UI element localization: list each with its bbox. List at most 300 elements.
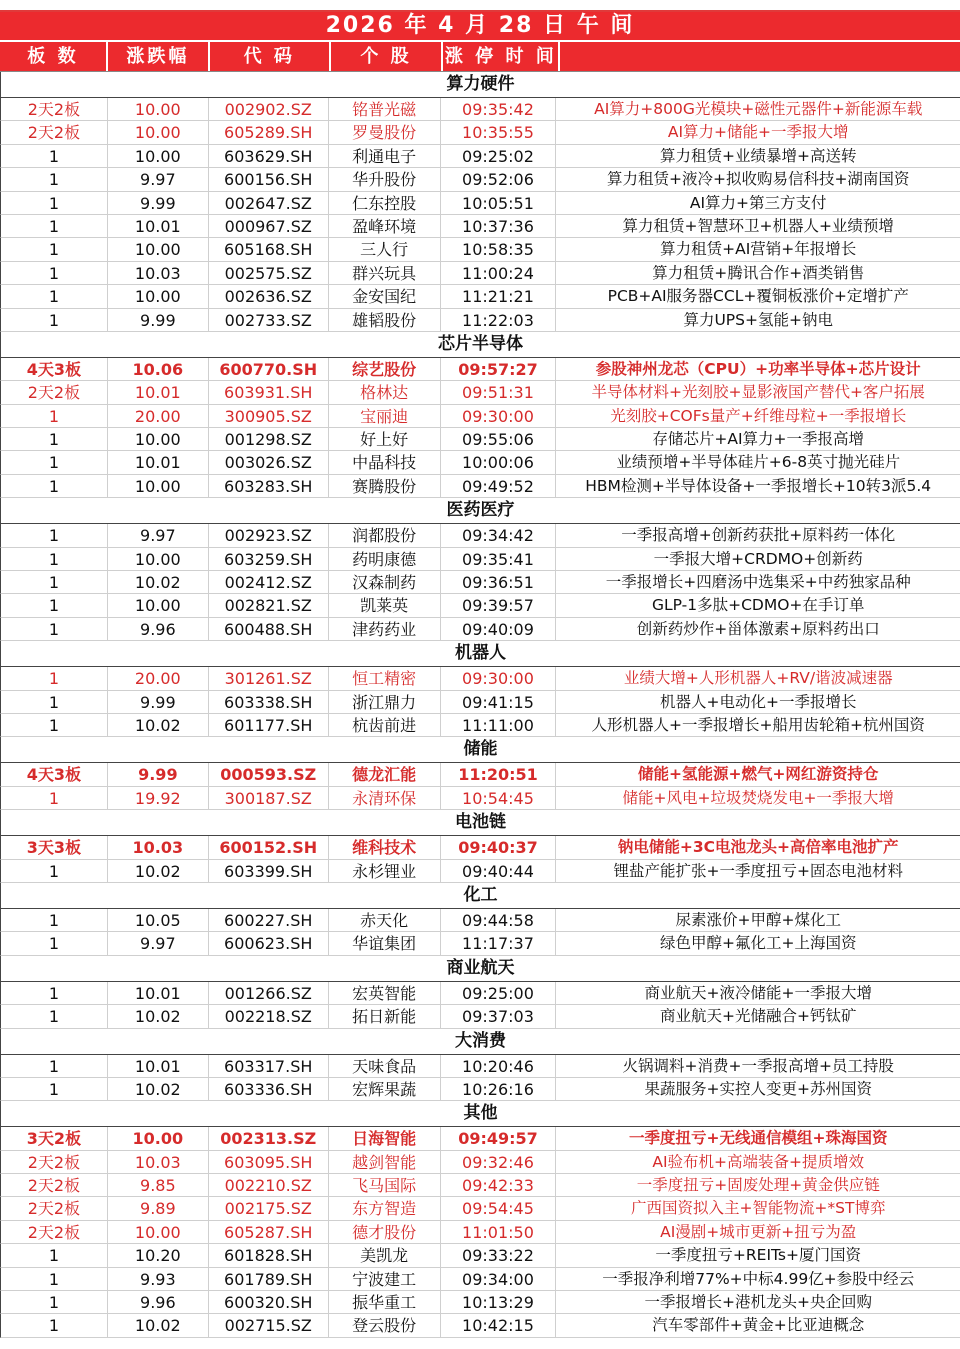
cell-boards: 4天3板 bbox=[1, 763, 108, 785]
cell-boards: 2天2板 bbox=[1, 1221, 108, 1243]
section-header: 芯片半导体 bbox=[0, 332, 960, 358]
cell-boards: 2天2板 bbox=[1, 1151, 108, 1173]
cell-stock-name: 德龙汇能 bbox=[329, 763, 441, 785]
cell-boards: 1 bbox=[1, 1244, 108, 1266]
cell-change-pct: 10.00 bbox=[108, 285, 209, 307]
table-row bbox=[0, 168, 960, 191]
cell-stock-name: 凯莱英 bbox=[329, 594, 441, 616]
cell-code: 002733.SZ bbox=[209, 309, 329, 331]
cell-boards: 1 bbox=[1, 451, 108, 473]
cell-stock-name: 药明康德 bbox=[329, 548, 441, 570]
cell-limit-time: 09:55:06 bbox=[441, 428, 557, 450]
cell-reason: AI算力+800G光模块+磁性元器件+新能源车载 bbox=[594, 100, 923, 118]
table-row bbox=[0, 1078, 960, 1101]
cell-code: 001298.SZ bbox=[209, 428, 329, 450]
section-header: 其他 bbox=[0, 1101, 960, 1127]
cell-limit-time: 09:49:52 bbox=[441, 475, 557, 497]
table-row bbox=[0, 238, 960, 261]
table-row bbox=[0, 381, 960, 404]
cell-limit-time: 09:34:00 bbox=[441, 1268, 557, 1290]
cell-code: 603336.SH bbox=[209, 1078, 329, 1100]
cell-stock-name: 金安国纪 bbox=[329, 285, 441, 307]
cell-stock-name: 天味食品 bbox=[329, 1055, 441, 1077]
cell-reason: 一季度扭亏+REITs+厦门国资 bbox=[655, 1246, 861, 1265]
cell-limit-time: 09:34:42 bbox=[441, 524, 557, 546]
cell-change-pct: 9.99 bbox=[108, 192, 209, 214]
section-header: 电池链 bbox=[0, 810, 960, 836]
cell-code: 603931.SH bbox=[209, 381, 329, 403]
cell-code: 605168.SH bbox=[209, 238, 329, 260]
cell-reason: PCB+AI服务器CCL+覆铜板涨价+定增扩产 bbox=[607, 287, 909, 306]
table-row bbox=[0, 215, 960, 238]
cell-boards: 1 bbox=[1, 524, 108, 546]
cell-limit-time: 09:37:03 bbox=[441, 1005, 557, 1027]
cell-limit-time: 11:00:24 bbox=[441, 262, 557, 284]
cell-boards: 1 bbox=[1, 1078, 108, 1100]
cell-limit-time: 09:54:45 bbox=[441, 1197, 557, 1219]
cell-boards: 1 bbox=[1, 618, 108, 640]
cell-change-pct: 20.00 bbox=[108, 667, 209, 689]
cell-reason: 一季报高增+创新药获批+原料药一体化 bbox=[621, 526, 896, 545]
cell-boards: 1 bbox=[1, 594, 108, 616]
cell-change-pct: 10.03 bbox=[108, 1151, 209, 1173]
cell-reason: 商业航天+液冷储能+一季报大增 bbox=[644, 983, 872, 1002]
table-row bbox=[0, 1197, 960, 1220]
cell-code: 300905.SZ bbox=[209, 405, 329, 427]
cell-limit-time: 09:25:00 bbox=[441, 982, 557, 1004]
cell-reason: 机器人+电动化+一季报增长 bbox=[659, 692, 857, 711]
cell-limit-time: 09:49:57 bbox=[441, 1127, 557, 1149]
cell-boards: 3天2板 bbox=[1, 1127, 108, 1149]
col-header-boards: 板 数 bbox=[0, 42, 108, 71]
cell-change-pct: 10.00 bbox=[108, 475, 209, 497]
cell-change-pct: 9.99 bbox=[108, 309, 209, 331]
table-row bbox=[0, 1127, 960, 1150]
cell-boards: 2天2板 bbox=[1, 1174, 108, 1196]
cell-boards: 2天2板 bbox=[1, 121, 108, 143]
cell-stock-name: 日海智能 bbox=[329, 1127, 441, 1149]
cell-change-pct: 10.06 bbox=[108, 358, 209, 380]
cell-limit-time: 09:35:42 bbox=[441, 98, 557, 120]
cell-limit-time: 10:13:29 bbox=[441, 1291, 557, 1313]
cell-change-pct: 20.00 bbox=[108, 405, 209, 427]
table-row bbox=[0, 121, 960, 144]
cell-limit-time: 10:20:46 bbox=[441, 1055, 557, 1077]
section-header: 医药医疗 bbox=[0, 498, 960, 524]
cell-change-pct: 10.00 bbox=[108, 428, 209, 450]
cell-code: 003026.SZ bbox=[209, 451, 329, 473]
cell-stock-name: 群兴玩具 bbox=[329, 262, 441, 284]
cell-stock-name: 三人行 bbox=[329, 238, 441, 260]
table-row bbox=[0, 451, 960, 474]
cell-reason: 一季报增长+港机龙头+央企回购 bbox=[644, 1293, 872, 1312]
cell-code: 600488.SH bbox=[209, 618, 329, 640]
cell-boards: 2天2板 bbox=[1, 381, 108, 403]
cell-change-pct: 9.97 bbox=[108, 932, 209, 954]
cell-boards: 1 bbox=[1, 405, 108, 427]
cell-stock-name: 润都股份 bbox=[329, 524, 441, 546]
cell-limit-time: 10:37:36 bbox=[441, 215, 557, 237]
cell-reason: 储能+氢能源+燃气+网红游资持仓 bbox=[637, 765, 879, 784]
cell-change-pct: 10.00 bbox=[108, 1221, 209, 1243]
cell-code: 603338.SH bbox=[209, 691, 329, 713]
table-row bbox=[0, 787, 960, 810]
cell-boards: 1 bbox=[1, 548, 108, 570]
cell-stock-name: 恒工精密 bbox=[329, 667, 441, 689]
table-row bbox=[0, 1005, 960, 1028]
cell-stock-name: 宁波建工 bbox=[329, 1268, 441, 1290]
cell-stock-name: 好上好 bbox=[329, 428, 441, 450]
cell-code: 002636.SZ bbox=[209, 285, 329, 307]
table-row bbox=[0, 1244, 960, 1267]
cell-change-pct: 10.02 bbox=[108, 1078, 209, 1100]
cell-reason: 算力租赁+腾讯合作+酒类销售 bbox=[652, 263, 865, 282]
table-row bbox=[0, 548, 960, 571]
cell-change-pct: 19.92 bbox=[108, 787, 209, 809]
cell-change-pct: 10.00 bbox=[108, 548, 209, 570]
cell-code: 600770.SH bbox=[209, 358, 329, 380]
cell-limit-time: 09:42:33 bbox=[441, 1174, 557, 1196]
cell-stock-name: 拓日新能 bbox=[329, 1005, 441, 1027]
cell-code: 002647.SZ bbox=[209, 192, 329, 214]
cell-change-pct: 10.01 bbox=[108, 215, 209, 237]
cell-code: 001266.SZ bbox=[209, 982, 329, 1004]
cell-limit-time: 10:42:15 bbox=[441, 1314, 557, 1336]
cell-boards: 1 bbox=[1, 475, 108, 497]
cell-reason: HBM检测+半导体设备+一季报增长+10转3派5.4 bbox=[585, 476, 932, 495]
cell-code: 600152.SH bbox=[209, 836, 329, 858]
cell-change-pct: 10.03 bbox=[108, 262, 209, 284]
cell-limit-time: 10:05:51 bbox=[441, 192, 557, 214]
cell-change-pct: 10.03 bbox=[108, 836, 209, 858]
cell-change-pct: 10.02 bbox=[108, 714, 209, 736]
cell-stock-name: 赛腾股份 bbox=[329, 475, 441, 497]
cell-change-pct: 10.20 bbox=[108, 1244, 209, 1266]
table-row bbox=[0, 309, 960, 332]
cell-limit-time: 11:20:51 bbox=[441, 763, 557, 785]
cell-stock-name: 东方智造 bbox=[329, 1197, 441, 1219]
cell-change-pct: 10.00 bbox=[108, 145, 209, 167]
cell-stock-name: 铭普光磁 bbox=[329, 98, 441, 120]
cell-boards: 1 bbox=[1, 1055, 108, 1077]
table-row bbox=[0, 1055, 960, 1078]
cell-reason: 算力租赁+液冷+拟收购易信科技+湖南国资 bbox=[606, 170, 910, 189]
cell-stock-name: 津药药业 bbox=[329, 618, 441, 640]
cell-change-pct: 10.02 bbox=[108, 571, 209, 593]
table-row bbox=[0, 98, 960, 121]
cell-change-pct: 9.89 bbox=[108, 1197, 209, 1219]
cell-limit-time: 09:33:22 bbox=[441, 1244, 557, 1266]
cell-boards: 1 bbox=[1, 262, 108, 284]
cell-limit-time: 11:22:03 bbox=[441, 309, 557, 331]
cell-stock-name: 美凯龙 bbox=[329, 1244, 441, 1266]
table-row bbox=[0, 763, 960, 786]
cell-limit-time: 11:11:00 bbox=[441, 714, 557, 736]
cell-stock-name: 宝丽迪 bbox=[329, 405, 441, 427]
cell-reason: 一季报净利增77%+中标4.99亿+参股中经云 bbox=[602, 1269, 915, 1288]
table-row bbox=[0, 358, 960, 381]
cell-change-pct: 10.00 bbox=[108, 238, 209, 260]
cell-reason: AI算力+第三方支付 bbox=[689, 193, 827, 212]
cell-code: 600623.SH bbox=[209, 932, 329, 954]
cell-stock-name: 永杉锂业 bbox=[329, 860, 441, 882]
cell-reason: 一季度扭亏+固废处理+黄金供应链 bbox=[636, 1176, 880, 1195]
cell-code: 605289.SH bbox=[209, 121, 329, 143]
cell-limit-time: 09:30:00 bbox=[441, 405, 557, 427]
cell-reason: 汽车零部件+黄金+比亚迪概念 bbox=[652, 1316, 865, 1335]
cell-stock-name: 杭齿前进 bbox=[329, 714, 441, 736]
cell-code: 002575.SZ bbox=[209, 262, 329, 284]
cell-limit-time: 09:44:58 bbox=[441, 909, 557, 931]
table-row bbox=[0, 982, 960, 1005]
cell-limit-time: 09:39:57 bbox=[441, 594, 557, 616]
cell-boards: 1 bbox=[1, 168, 108, 190]
cell-reason: 广西国资拟入主+智能物流+*ST博弈 bbox=[630, 1199, 886, 1218]
cell-stock-name: 振华重工 bbox=[329, 1291, 441, 1313]
cell-boards: 2天2板 bbox=[1, 1197, 108, 1219]
cell-limit-time: 09:40:37 bbox=[441, 836, 557, 858]
cell-boards: 1 bbox=[1, 1314, 108, 1336]
cell-limit-time: 10:26:16 bbox=[441, 1078, 557, 1100]
table-row bbox=[0, 909, 960, 932]
cell-stock-name: 格林达 bbox=[329, 381, 441, 403]
cell-code: 002175.SZ bbox=[209, 1197, 329, 1219]
cell-code: 603317.SH bbox=[209, 1055, 329, 1077]
cell-limit-time: 10:58:35 bbox=[441, 238, 557, 260]
cell-code: 002821.SZ bbox=[209, 594, 329, 616]
cell-code: 000593.SZ bbox=[209, 763, 329, 785]
cell-boards: 1 bbox=[1, 192, 108, 214]
cell-boards: 1 bbox=[1, 860, 108, 882]
cell-change-pct: 10.00 bbox=[108, 1127, 209, 1149]
cell-change-pct: 9.96 bbox=[108, 618, 209, 640]
cell-stock-name: 赤天化 bbox=[329, 909, 441, 931]
cell-change-pct: 10.00 bbox=[108, 98, 209, 120]
cell-code: 603399.SH bbox=[209, 860, 329, 882]
cell-reason: 果蔬服务+实控人变更+苏州国资 bbox=[644, 1079, 872, 1098]
section-header: 化工 bbox=[0, 883, 960, 909]
table-row bbox=[0, 836, 960, 859]
cell-change-pct: 10.02 bbox=[108, 1005, 209, 1027]
cell-reason: 光刻胶+COFs量产+纤维母粒+一季报增长 bbox=[610, 406, 907, 425]
table-row bbox=[0, 667, 960, 690]
table-row bbox=[0, 714, 960, 737]
cell-stock-name: 德才股份 bbox=[329, 1221, 441, 1243]
cell-change-pct: 9.99 bbox=[108, 763, 209, 785]
cell-stock-name: 宏辉果蔬 bbox=[329, 1078, 441, 1100]
cell-stock-name: 华谊集团 bbox=[329, 932, 441, 954]
cell-change-pct: 10.00 bbox=[108, 594, 209, 616]
cell-boards: 1 bbox=[1, 667, 108, 689]
cell-code: 002902.SZ bbox=[209, 98, 329, 120]
cell-code: 603095.SH bbox=[209, 1151, 329, 1173]
table-row bbox=[0, 1174, 960, 1197]
cell-code: 600156.SH bbox=[209, 168, 329, 190]
cell-reason: 存储芯片+AI算力+一季报高增 bbox=[652, 430, 865, 449]
section-header: 储能 bbox=[0, 737, 960, 763]
cell-boards: 1 bbox=[1, 1291, 108, 1313]
cell-reason: 半导体材料+光刻胶+显影液国产替代+客户拓展 bbox=[591, 383, 925, 402]
table-row bbox=[0, 691, 960, 714]
cell-code: 002412.SZ bbox=[209, 571, 329, 593]
page-title: 2026 年 4 月 28 日 午 间 bbox=[0, 12, 960, 42]
cell-stock-name: 罗曼股份 bbox=[329, 121, 441, 143]
table-row bbox=[0, 860, 960, 883]
cell-limit-time: 09:30:00 bbox=[441, 667, 557, 689]
cell-stock-name: 登云股份 bbox=[329, 1314, 441, 1336]
cell-stock-name: 越剑智能 bbox=[329, 1151, 441, 1173]
cell-boards: 1 bbox=[1, 215, 108, 237]
cell-code: 603629.SH bbox=[209, 145, 329, 167]
cell-boards: 1 bbox=[1, 909, 108, 931]
cell-stock-name: 汉森制药 bbox=[329, 571, 441, 593]
cell-limit-time: 09:40:09 bbox=[441, 618, 557, 640]
cell-boards: 1 bbox=[1, 571, 108, 593]
cell-change-pct: 10.05 bbox=[108, 909, 209, 931]
cell-change-pct: 9.97 bbox=[108, 168, 209, 190]
cell-boards: 3天3板 bbox=[1, 836, 108, 858]
cell-reason: 人形机器人+一季报增长+船用齿轮箱+杭州国资 bbox=[591, 715, 925, 734]
cell-boards: 1 bbox=[1, 691, 108, 713]
cell-reason: 业绩预增+半导体硅片+6-8英寸抛光硅片 bbox=[616, 453, 901, 472]
cell-limit-time: 09:57:27 bbox=[441, 358, 557, 380]
cell-boards: 1 bbox=[1, 1005, 108, 1027]
col-header-stock: 个 股 bbox=[331, 42, 444, 71]
cell-reason: 锂盐产能扩张+一季度扭亏+固态电池材料 bbox=[613, 861, 903, 880]
cell-code: 603283.SH bbox=[209, 475, 329, 497]
cell-limit-time: 09:40:44 bbox=[441, 860, 557, 882]
cell-code: 300187.SZ bbox=[209, 787, 329, 809]
cell-limit-time: 09:32:46 bbox=[441, 1151, 557, 1173]
cell-code: 601789.SH bbox=[209, 1268, 329, 1290]
table-row bbox=[0, 1314, 960, 1337]
table-row bbox=[0, 192, 960, 215]
cell-limit-time: 11:01:50 bbox=[441, 1221, 557, 1243]
cell-reason: 一季度扭亏+无线通信模组+珠海国资 bbox=[628, 1129, 888, 1148]
cell-stock-name: 维科技术 bbox=[329, 836, 441, 858]
cell-limit-time: 10:35:55 bbox=[441, 121, 557, 143]
cell-limit-time: 10:54:45 bbox=[441, 787, 557, 809]
cell-code: 603259.SH bbox=[209, 548, 329, 570]
cell-code: 601828.SH bbox=[209, 1244, 329, 1266]
cell-code: 002210.SZ bbox=[209, 1174, 329, 1196]
cell-reason: AI漫剧+城市更新+扭亏为盈 bbox=[660, 1222, 857, 1241]
col-header-limit-time: 涨 停 时 间 bbox=[443, 42, 560, 71]
cell-reason: 绿色甲醇+氟化工+上海国资 bbox=[659, 934, 857, 953]
cell-stock-name: 飞马国际 bbox=[329, 1174, 441, 1196]
cell-reason: 业绩大增+人形机器人+RV/谐波减速器 bbox=[623, 669, 893, 688]
cell-boards: 1 bbox=[1, 714, 108, 736]
cell-change-pct: 9.99 bbox=[108, 691, 209, 713]
cell-reason: 钠电储能+3C电池龙头+高倍率电池扩产 bbox=[617, 838, 899, 857]
table-row bbox=[0, 618, 960, 641]
cell-limit-time: 11:21:21 bbox=[441, 285, 557, 307]
cell-reason: 火锅调料+消费+一季报高增+员工持股 bbox=[622, 1056, 894, 1075]
cell-boards: 1 bbox=[1, 145, 108, 167]
cell-boards: 1 bbox=[1, 309, 108, 331]
cell-code: 002923.SZ bbox=[209, 524, 329, 546]
cell-boards: 1 bbox=[1, 787, 108, 809]
cell-stock-name: 宏英智能 bbox=[329, 982, 441, 1004]
table-row bbox=[0, 932, 960, 955]
cell-reason: 算力租赁+智慧环卫+机器人+业绩预增 bbox=[622, 216, 894, 235]
col-header-change: 涨跌幅(%) bbox=[108, 42, 210, 71]
table-row bbox=[0, 145, 960, 168]
cell-stock-name: 永清环保 bbox=[329, 787, 441, 809]
cell-boards: 4天3板 bbox=[1, 358, 108, 380]
cell-change-pct: 9.93 bbox=[108, 1268, 209, 1290]
cell-change-pct: 9.85 bbox=[108, 1174, 209, 1196]
table-row bbox=[0, 1291, 960, 1314]
cell-reason: 尿素涨价+甲醇+煤化工 bbox=[675, 910, 841, 929]
cell-limit-time: 09:25:02 bbox=[441, 145, 557, 167]
table-row bbox=[0, 594, 960, 617]
cell-limit-time: 09:35:41 bbox=[441, 548, 557, 570]
cell-reason: AI算力+储能+一季报大增 bbox=[667, 123, 849, 142]
table-row bbox=[0, 475, 960, 498]
cell-reason: 一季报增长+四磨汤中选集采+中药独家品种 bbox=[605, 573, 911, 592]
cell-reason: 创新药炒作+甾体激素+原料药出口 bbox=[636, 619, 880, 638]
cell-reason: 商业航天+光储融合+钙钛矿 bbox=[659, 1007, 857, 1026]
cell-stock-name: 中晶科技 bbox=[329, 451, 441, 473]
table-body bbox=[0, 72, 960, 1338]
cell-reason: GLP-1多肽+CDMO+在手订单 bbox=[652, 596, 865, 615]
cell-stock-name: 盈峰环境 bbox=[329, 215, 441, 237]
cell-stock-name: 华升股份 bbox=[329, 168, 441, 190]
cell-change-pct: 10.02 bbox=[108, 1314, 209, 1336]
cell-limit-time: 09:36:51 bbox=[441, 571, 557, 593]
cell-boards: 1 bbox=[1, 932, 108, 954]
cell-code: 601177.SH bbox=[209, 714, 329, 736]
cell-change-pct: 10.01 bbox=[108, 982, 209, 1004]
section-header: 商业航天 bbox=[0, 956, 960, 982]
cell-reason: 参股神州龙芯（CPU）+功率半导体+芯片设计 bbox=[595, 359, 921, 378]
cell-reason: 算力租赁+业绩暴增+高送转 bbox=[659, 146, 857, 165]
cell-stock-name: 利通电子 bbox=[329, 145, 441, 167]
cell-change-pct: 10.01 bbox=[108, 1055, 209, 1077]
cell-change-pct: 10.01 bbox=[108, 381, 209, 403]
cell-code: 002218.SZ bbox=[209, 1005, 329, 1027]
cell-limit-time: 10:00:06 bbox=[441, 451, 557, 473]
cell-boards: 1 bbox=[1, 285, 108, 307]
cell-reason: 算力租赁+AI营销+年报增长 bbox=[660, 240, 857, 259]
cell-change-pct: 9.96 bbox=[108, 1291, 209, 1313]
table-row bbox=[0, 428, 960, 451]
cell-change-pct: 10.01 bbox=[108, 451, 209, 473]
section-header: 算力硬件 bbox=[0, 72, 960, 98]
cell-reason: 算力UPS+氢能+钠电 bbox=[683, 310, 833, 329]
cell-reason: AI验布机+高端装备+提质增效 bbox=[652, 1152, 865, 1171]
cell-code: 600227.SH bbox=[209, 909, 329, 931]
section-header: 机器人 bbox=[0, 641, 960, 667]
table-row bbox=[0, 405, 960, 428]
cell-limit-time: 09:52:06 bbox=[441, 168, 557, 190]
cell-stock-name: 雄韬股份 bbox=[329, 309, 441, 331]
cell-stock-name: 综艺股份 bbox=[329, 358, 441, 380]
cell-boards: 1 bbox=[1, 1268, 108, 1290]
top-strip bbox=[0, 0, 960, 12]
col-header-code: 代 码 bbox=[210, 42, 331, 71]
cell-code: 600320.SH bbox=[209, 1291, 329, 1313]
table-row bbox=[0, 571, 960, 594]
table-row bbox=[0, 1268, 960, 1291]
table-row bbox=[0, 1221, 960, 1244]
cell-change-pct: 10.02 bbox=[108, 860, 209, 882]
cell-code: 002313.SZ bbox=[209, 1127, 329, 1149]
table-row bbox=[0, 262, 960, 285]
cell-boards: 1 bbox=[1, 238, 108, 260]
cell-reason: 储能+风电+垃圾焚烧发电+一季报大增 bbox=[622, 788, 894, 807]
